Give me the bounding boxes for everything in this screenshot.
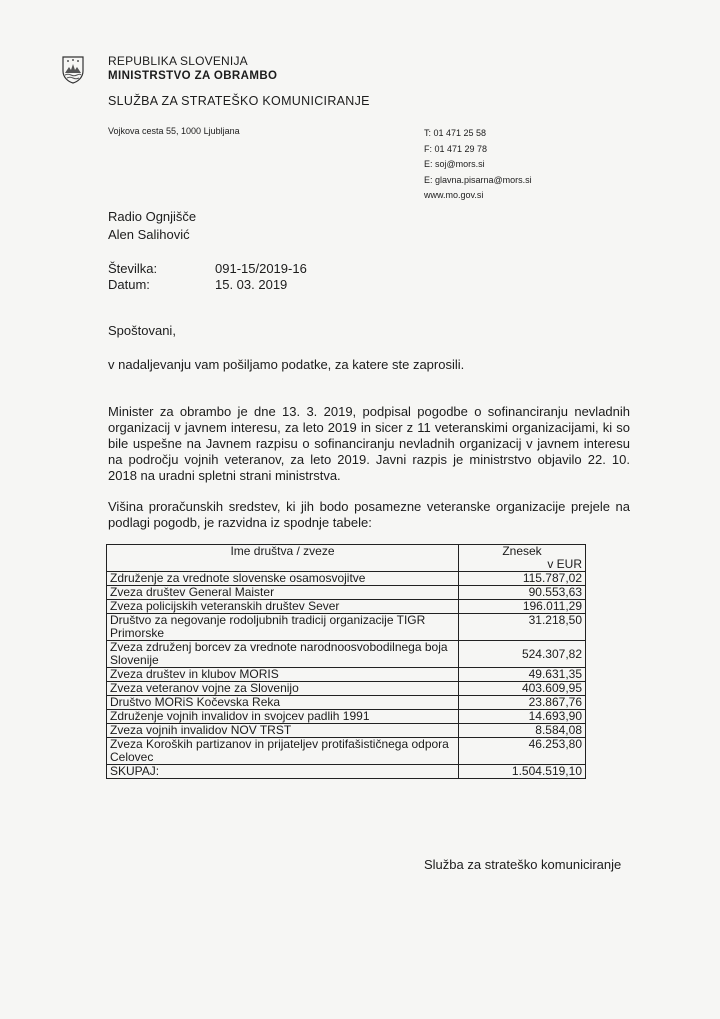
table-row bbox=[107, 668, 586, 682]
contact-email-office[interactable]: E: glavna.pisarna@mors.si bbox=[424, 174, 532, 185]
signature: Služba za strateško komuniciranje bbox=[424, 857, 622, 872]
org-name: Združenje za vrednote slovenske osamosvojitve bbox=[107, 572, 459, 586]
sender-address: Vojkova cesta 55, 1000 Ljubljana bbox=[108, 126, 240, 136]
table-total-row bbox=[107, 765, 586, 779]
date-label: Datum: bbox=[108, 277, 150, 292]
org-name: Društvo za negovanje rodoljubnih tradicij organizacije TIGR Primorske bbox=[107, 614, 459, 641]
org-name: Zveza policijskih veteranskih društev Sever bbox=[107, 600, 459, 614]
table-row bbox=[107, 738, 586, 765]
org-name: Zveza društev General Maister bbox=[107, 586, 459, 600]
recipient-organization: Radio Ognjišče bbox=[108, 209, 197, 224]
table-row bbox=[107, 614, 586, 641]
org-amount: 31.218,50 bbox=[459, 614, 586, 641]
funding-table bbox=[106, 544, 586, 779]
org-name: Društvo MORiS Kočevska Reka bbox=[107, 696, 459, 710]
org-name: Zveza društev in klubov MORIS bbox=[107, 668, 459, 682]
org-name: Združenje vojnih invalidov in svojcev padlih 1991 bbox=[107, 710, 459, 724]
column-header-amount-line2: v EUR bbox=[547, 557, 582, 571]
contact-fax: F: 01 471 29 78 bbox=[424, 143, 488, 154]
org-amount: 115.787,02 bbox=[459, 572, 586, 586]
header-service: SLUŽBA ZA STRATEŠKO KOMUNICIRANJE bbox=[108, 94, 370, 108]
intro-sentence: v nadaljevanju vam pošiljamo podatke, za katere ste zaprosili. bbox=[108, 357, 465, 372]
org-amount: 14.693,90 bbox=[459, 710, 586, 724]
org-amount: 8.584,08 bbox=[459, 724, 586, 738]
org-amount: 49.631,35 bbox=[459, 668, 586, 682]
greeting: Spoštovani, bbox=[108, 323, 176, 338]
org-name: Zveza veteranov vojne za Slovenijo bbox=[107, 682, 459, 696]
body-paragraph-2: Višina proračunskih sredstev, ki jih bodo posamezne veteranske organizacije prejele na podlagi pogodb, je razvidna iz spodnje tabele: bbox=[108, 499, 630, 530]
coat-of-arms-icon bbox=[62, 56, 84, 84]
header-republic: REPUBLIKA SLOVENIJA bbox=[108, 54, 248, 68]
table-row bbox=[107, 600, 586, 614]
table-row bbox=[107, 572, 586, 586]
table-row bbox=[107, 682, 586, 696]
table-row bbox=[107, 724, 586, 738]
table-row bbox=[107, 696, 586, 710]
number-value: 091-15/2019-16 bbox=[215, 261, 307, 276]
org-amount: 23.867,76 bbox=[459, 696, 586, 710]
column-header-amount bbox=[459, 545, 586, 572]
body-paragraph-1: Minister za obrambo je dne 13. 3. 2019, podpisal pogodbe o sofinanciranju nevladnih organizacij v javnem interesu, za leto 2019 in sicer z 11 veteranskimi organizacijami, ki so bile uspešne na Javnem razpisu o sofinanciranju nevladnih organizacij v javnem interesu na področju vojnih veteranov, za leto 2019. Javni razpis je ministrstvo objavilo 22. 10. 2018 na uradni spletni strani ministrstva. bbox=[108, 404, 630, 483]
header-ministry: MINISTRSTVO ZA OBRAMBO bbox=[108, 70, 278, 82]
contact-block bbox=[424, 126, 532, 204]
total-amount: 1.504.519,10 bbox=[459, 765, 586, 779]
table-row bbox=[107, 710, 586, 724]
column-header-name: Ime društva / zveze bbox=[107, 545, 459, 572]
recipient-block bbox=[108, 208, 196, 244]
org-amount: 524.307,82 bbox=[459, 641, 586, 668]
org-amount: 46.253,80 bbox=[459, 738, 586, 765]
org-name: Zveza Koroških partizanov in prijateljev protifašističnega odpora Celovec bbox=[107, 738, 459, 765]
contact-phone: T: 01 471 25 58 bbox=[424, 128, 487, 138]
table-header-row bbox=[107, 545, 586, 572]
org-amount: 196.011,29 bbox=[459, 600, 586, 614]
date-value: 15. 03. 2019 bbox=[215, 277, 288, 292]
table-row bbox=[107, 586, 586, 600]
recipient-person: Alen Salihović bbox=[108, 227, 190, 242]
org-amount: 403.609,95 bbox=[459, 682, 586, 696]
org-amount: 90.553,63 bbox=[459, 586, 586, 600]
org-name: Zveza vojnih invalidov NOV TRST bbox=[107, 724, 459, 738]
number-label: Številka: bbox=[108, 261, 158, 276]
column-header-amount-line1: Znesek bbox=[502, 544, 542, 558]
document-meta bbox=[108, 261, 307, 293]
org-name: Zveza združenj borcev za vrednote narodnoosvobodilnega boja Slovenije bbox=[107, 641, 459, 668]
total-label: SKUPAJ: bbox=[107, 765, 459, 779]
contact-website[interactable]: www.mo.gov.si bbox=[424, 190, 484, 200]
contact-email[interactable]: E: soj@mors.si bbox=[424, 159, 485, 169]
table-row bbox=[107, 641, 586, 668]
